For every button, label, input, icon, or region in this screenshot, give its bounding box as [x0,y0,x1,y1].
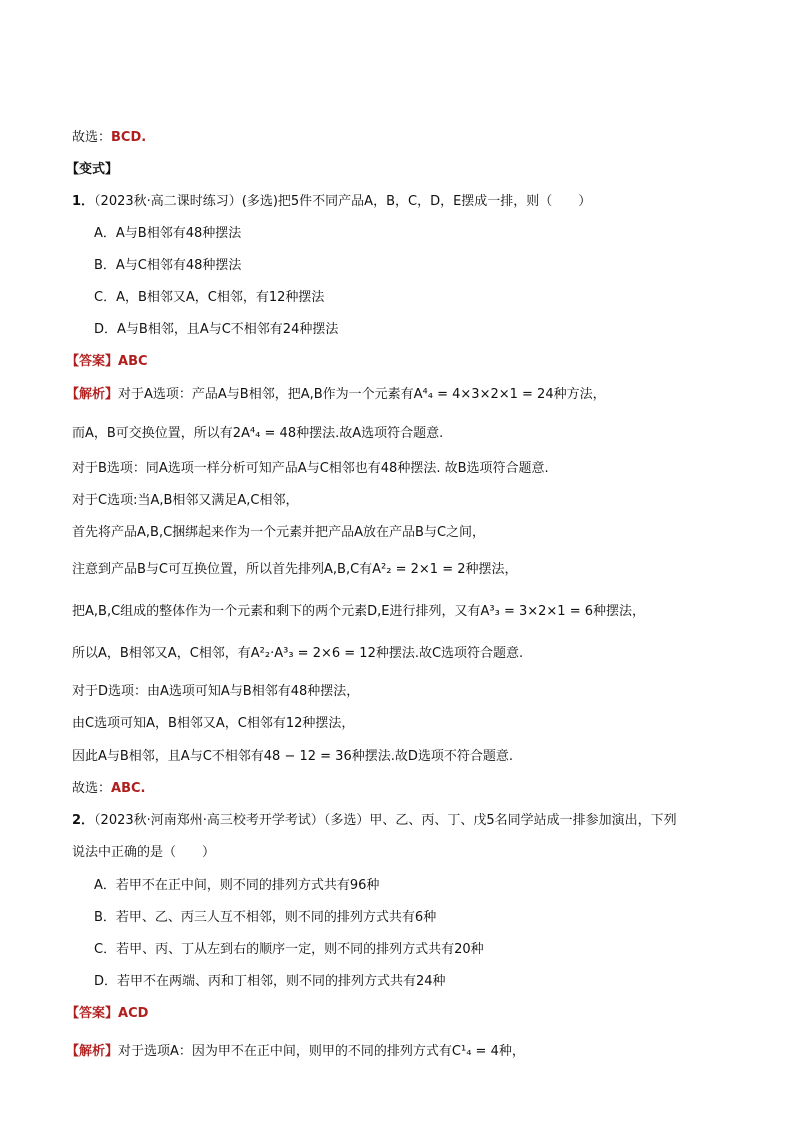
q1-analysis-line-1 [66,386,606,404]
question-source: （2023秋·高二课时练习） [94,194,242,209]
answer-value: ACD [118,1006,149,1021]
question-text: （多选）甲、乙、丙、丁、戊5名同学站成一排参加演出，下列 [323,813,677,828]
q1-analysis-line-6: 注意到产品B与C可互换位置，所以首先排列A,B,C有A²₂ = 2×1 = 2种摆法， [72,562,518,577]
answer-label: 【答案】 [66,354,119,369]
analysis-text: 对于A选项：产品A与B相邻，把A,B作为一个元素有A⁴₄ = 4×3×2×1 = 24种方法， [118,387,606,402]
q1-analysis-line-3: 对于B选项：同A选项一样分析可知产品A与C相邻也有48种摆法. 故B选项符合题意. [72,461,549,476]
answer-value: ABC [118,354,148,369]
q1-analysis-line-10: 由C选项可知A，B相邻又A，C相邻有12种摆法， [72,716,355,731]
answer-label: 【答案】 [66,1006,119,1021]
conclusion-answer: ABC. [111,781,146,796]
q2-answer [66,1005,148,1023]
q1-option-a: A．A与B相邻有48种摆法 [94,226,242,241]
previous-answer: BCD. [111,130,147,145]
question-2-stem-line-2: 说法中正确的是（ ） [72,845,216,860]
analysis-text: 对于选项A：因为甲不在正中间，则甲的不同的排列方式有C¹₄ = 4种， [118,1044,525,1059]
q1-analysis-line-4: 对于C选项:当A,B相邻又满足A,C相邻， [72,493,299,508]
q1-answer [66,353,148,371]
question-number: 2． [72,813,95,828]
q2-analysis-line-1 [66,1043,525,1061]
q1-analysis-line-5: 首先将产品A,B,C捆绑起来作为一个元素并把产品A放在产品B与C之间， [72,525,486,540]
conclusion-prefix: 故选： [72,781,112,796]
question-number: 1． [72,194,95,209]
q1-conclusion [72,780,145,798]
q1-analysis-line-9: 对于D选项：由A选项可知A与B相邻有48种摆法， [72,684,360,699]
conclusion-prefix: 故选： [72,130,112,145]
q1-analysis-line-11: 因此A与B相邻，且A与C不相邻有48 − 12 = 36种摆法.故D选项不符合题意. [72,749,513,764]
variant-heading: 【变式】 [66,162,119,177]
q2-option-a: A．若甲不在正中间，则不同的排列方式共有96种 [94,878,380,893]
q2-option-d: D．若甲不在两端、丙和丁相邻，则不同的排列方式共有24种 [94,974,446,989]
question-source: （2023秋·河南郑州·高三校考开学考试） [94,813,324,828]
q2-option-b: B．若甲、乙、丙三人互不相邻，则不同的排列方式共有6种 [94,910,437,925]
question-text: (多选)把5件不同产品A，B，C，D，E摆成一排，则（ ） [241,194,592,209]
q2-option-c: C．若甲、丙、丁从左到右的顺序一定，则不同的排列方式共有20种 [94,942,484,957]
question-1-stem [72,193,591,211]
q1-option-d: D．A与B相邻，且A与C不相邻有24种摆法 [94,322,339,337]
q1-analysis-line-8: 所以A，B相邻又A，C相邻，有A²₂·A³₃ = 2×6 = 12种摆法.故C选项符合题意. [72,646,524,661]
q1-option-b: B．A与C相邻有48种摆法 [94,258,242,273]
question-2-stem-line-1 [72,812,677,830]
previous-conclusion [72,129,146,147]
analysis-label: 【解析】 [66,387,119,402]
analysis-label: 【解析】 [66,1044,119,1059]
q1-analysis-line-7: 把A,B,C组成的整体作为一个元素和剩下的两个元素D,E进行排列，又有A³₃ = 3×2×1 = 6种摆法， [72,604,646,619]
q1-option-c: C．A，B相邻又A，C相邻，有12种摆法 [94,290,325,305]
q1-analysis-line-2: 而A，B可交换位置，所以有2A⁴₄ = 48种摆法.故A选项符合题意. [72,426,444,441]
